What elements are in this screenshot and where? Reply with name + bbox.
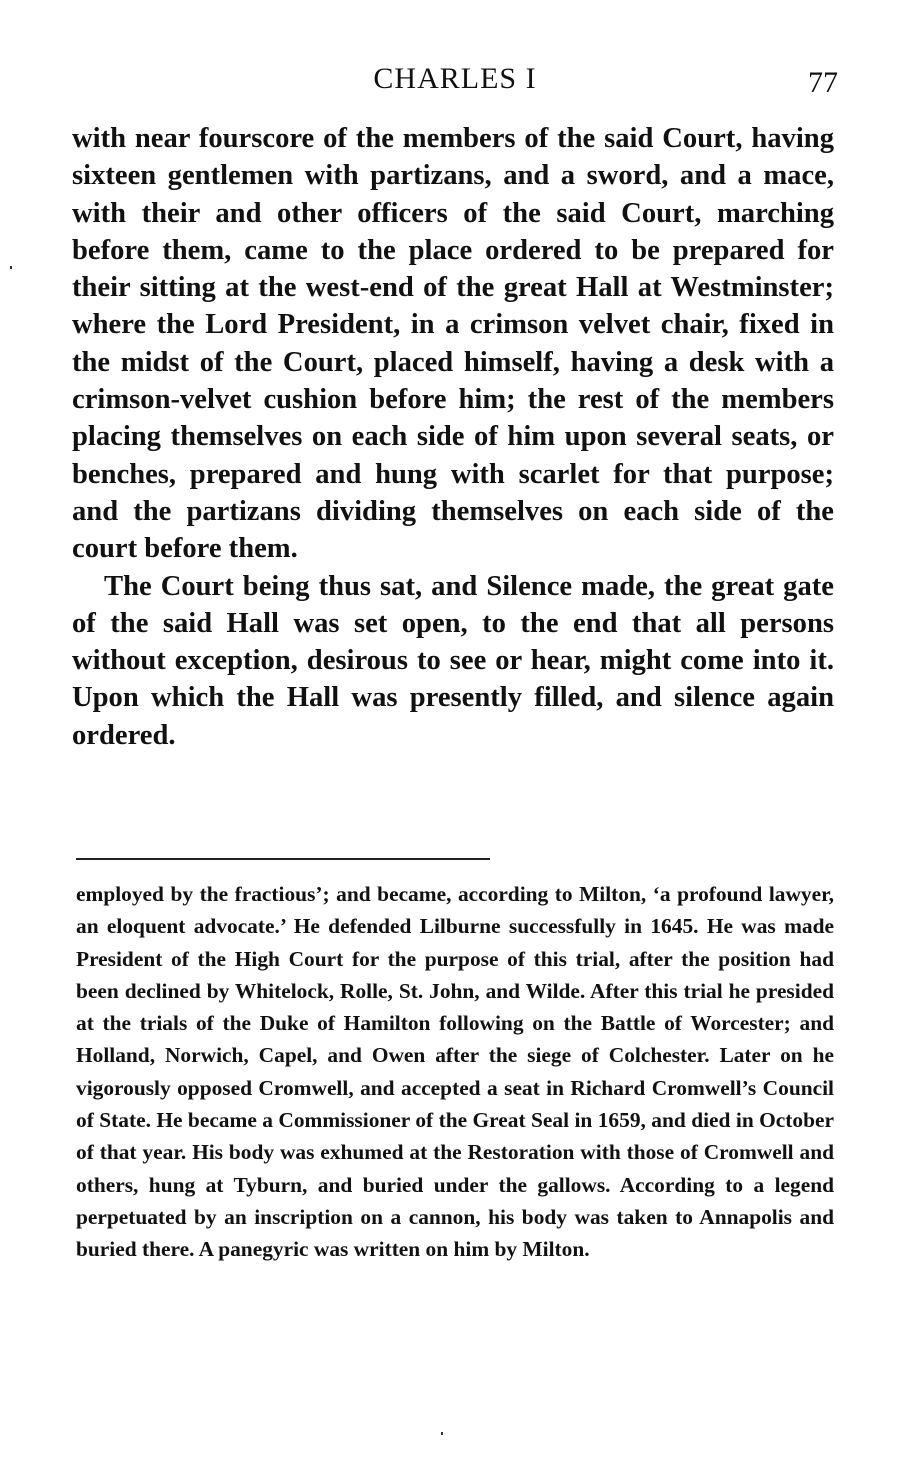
running-head: [72, 58, 838, 102]
page-number: 77: [808, 66, 838, 99]
print-speck: [441, 1432, 443, 1435]
print-speck: [10, 266, 12, 269]
running-title: CHARLES I: [373, 62, 537, 95]
footnote: [76, 878, 834, 1266]
main-text: [72, 120, 834, 754]
footnote-rule: [76, 858, 490, 860]
footnote-text: employed by the fractious’; and became, according to Milton, ‘a profound lawyer, an eloquent advocate.’ He defended Lilburne successfully in 1645. He was made President of the High Court for the purpose of this trial, after the position had been declined by Whitelock, Rolle, St. John, and Wilde. After this trial he presided at the trials of the Duke of Hamilton following on the Battle of Worcester; and Holland, Norwich, Capel, and Owen after the siege of Colchester. Later on he vigorously opposed Cromwell, and accepted a seat in Richard Cromwell’s Council of State. He became a Commissioner of the Great Seal in 1659, and died in October of that year. His body was exhumed at the Restoration with those of Cromwell and others, hung at Tyburn, and buried under the gallows. According to a legend perpetuated by an inscription on a cannon, his body was taken to Annapolis and buried there. A panegyric was written on him by Milton.: [76, 882, 834, 1262]
paragraph-1: with near fourscore of the members of the said Court, having sixteen gentlemen with partizans, and a sword, and a mace, with their and other officers of the said Court, marching before them, came to the place ordered to be prepared for their sitting at the west-end of the great Hall at Westminster; where the Lord President, in a crimson velvet chair, fixed in the midst of the Court, placed himself, having a desk with a crimson-velvet cushion before him; the rest of the members placing themselves on each side of him upon several seats, or benches, prepared and hung with scarlet for that purpose; and the partizans dividing themselves on each side of the court before them.: [72, 123, 834, 565]
paragraph-2: The Court being thus sat, and Silence made, the great gate of the said Hall was set open, to the end that all persons without exception, desirous to see or hear, might come into it. Upon which the Hall was presently filled, and silence again ordered.: [72, 570, 834, 751]
